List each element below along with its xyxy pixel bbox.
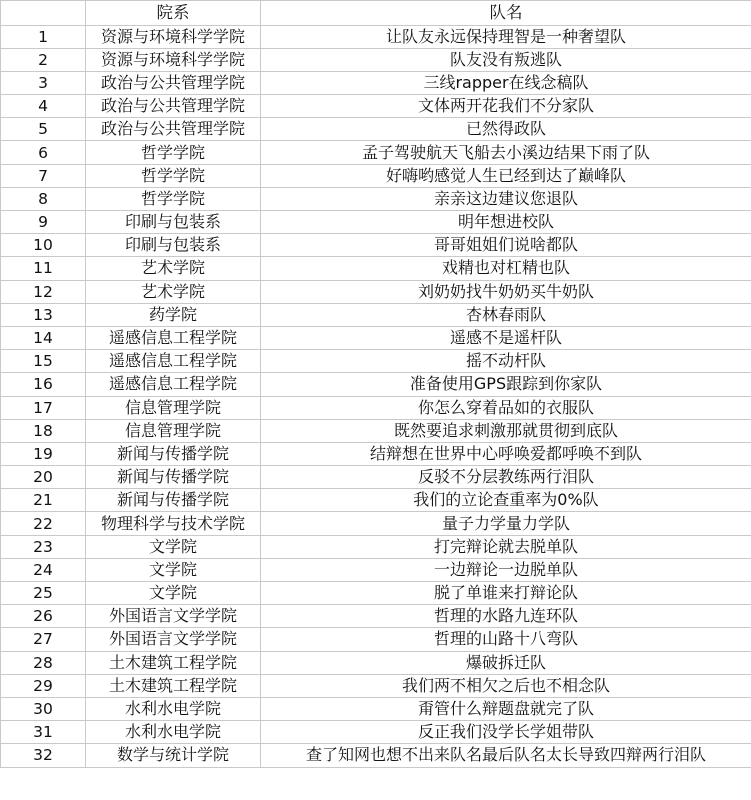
college-cell[interactable]: 哲学学院 [86, 187, 261, 210]
row-index-cell[interactable]: 25 [1, 582, 86, 605]
team-name-cell[interactable]: 结辩想在世界中心呼唤爱都呼唤不到队 [261, 442, 751, 465]
team-name-cell[interactable]: 哥哥姐姐们说啥都队 [261, 234, 751, 257]
team-name-cell[interactable]: 查了知网也想不出来队名最后队名太长导致四辩两行泪队 [261, 744, 751, 767]
table-row [1, 373, 751, 396]
team-name-cell[interactable]: 你怎么穿着品如的衣服队 [261, 396, 751, 419]
row-index-cell[interactable]: 29 [1, 674, 86, 697]
table-row [1, 535, 751, 558]
team-name-cell[interactable]: 反正我们没学长学姐带队 [261, 721, 751, 744]
row-index-cell[interactable]: 6 [1, 141, 86, 164]
college-cell[interactable]: 遥感信息工程学院 [86, 326, 261, 349]
row-index-cell[interactable]: 14 [1, 326, 86, 349]
college-cell[interactable]: 水利水电学院 [86, 697, 261, 720]
college-cell[interactable]: 遥感信息工程学院 [86, 373, 261, 396]
team-name-cell[interactable]: 亲亲这边建议您退队 [261, 187, 751, 210]
team-name-cell[interactable]: 准备使用GPS跟踪到你家队 [261, 373, 751, 396]
table-row [1, 489, 751, 512]
table-row [1, 721, 751, 744]
table-row [1, 419, 751, 442]
team-name-cell[interactable]: 哲理的山路十八弯队 [261, 628, 751, 651]
team-name-cell[interactable]: 既然要追求刺激那就贯彻到底队 [261, 419, 751, 442]
college-cell[interactable]: 政治与公共管理学院 [86, 71, 261, 94]
row-index-cell[interactable]: 16 [1, 373, 86, 396]
college-cell[interactable]: 艺术学院 [86, 257, 261, 280]
table-row [1, 326, 751, 349]
team-name-cell[interactable]: 刘奶奶找牛奶奶买牛奶队 [261, 280, 751, 303]
table-row [1, 95, 751, 118]
table-row [1, 744, 751, 767]
table-row [1, 605, 751, 628]
table-row [1, 303, 751, 326]
team-name-cell[interactable]: 让队友永远保持理智是一种奢望队 [261, 25, 751, 48]
college-cell[interactable]: 文学院 [86, 535, 261, 558]
row-index-cell[interactable]: 10 [1, 234, 86, 257]
table-row [1, 234, 751, 257]
table-row [1, 257, 751, 280]
team-name-cell[interactable]: 队友没有叛逃队 [261, 48, 751, 71]
header-index-cell[interactable] [1, 1, 86, 26]
table-row [1, 582, 751, 605]
row-index-cell[interactable]: 21 [1, 489, 86, 512]
college-cell[interactable]: 信息管理学院 [86, 396, 261, 419]
team-name-cell[interactable]: 哲理的水路九连环队 [261, 605, 751, 628]
table-row [1, 48, 751, 71]
header-team-cell[interactable]: 队名 [261, 1, 751, 26]
row-index-cell[interactable]: 2 [1, 48, 86, 71]
college-cell[interactable]: 新闻与传播学院 [86, 466, 261, 489]
row-index-cell[interactable]: 17 [1, 396, 86, 419]
table-row [1, 651, 751, 674]
table-row [1, 674, 751, 697]
team-name-cell[interactable]: 杏林春雨队 [261, 303, 751, 326]
row-index-cell[interactable]: 23 [1, 535, 86, 558]
college-cell[interactable]: 遥感信息工程学院 [86, 350, 261, 373]
college-cell[interactable]: 数学与统计学院 [86, 744, 261, 767]
row-index-cell[interactable]: 31 [1, 721, 86, 744]
college-cell[interactable]: 物理科学与技术学院 [86, 512, 261, 535]
table-row [1, 558, 751, 581]
header-college-cell[interactable]: 院系 [86, 1, 261, 26]
row-index-cell[interactable]: 22 [1, 512, 86, 535]
team-name-cell[interactable]: 明年想进校队 [261, 211, 751, 234]
row-index-cell[interactable]: 28 [1, 651, 86, 674]
college-cell[interactable]: 政治与公共管理学院 [86, 95, 261, 118]
table-row [1, 697, 751, 720]
row-index-cell[interactable]: 4 [1, 95, 86, 118]
table-row [1, 211, 751, 234]
row-index-cell[interactable]: 9 [1, 211, 86, 234]
header-row [1, 1, 751, 26]
team-name-cell[interactable]: 反驳不分层教练两行泪队 [261, 466, 751, 489]
table-row [1, 280, 751, 303]
table-row [1, 512, 751, 535]
team-name-cell[interactable]: 甭管什么辩题盘就完了队 [261, 697, 751, 720]
college-cell[interactable]: 药学院 [86, 303, 261, 326]
team-name-cell[interactable]: 已然得政队 [261, 118, 751, 141]
team-name-cell[interactable]: 我们的立论查重率为0%队 [261, 489, 751, 512]
row-index-cell[interactable]: 8 [1, 187, 86, 210]
table-row [1, 141, 751, 164]
team-name-cell[interactable]: 摇不动杆队 [261, 350, 751, 373]
table-row [1, 396, 751, 419]
college-cell[interactable]: 哲学学院 [86, 141, 261, 164]
row-index-cell[interactable]: 32 [1, 744, 86, 767]
college-cell[interactable]: 外国语言文学学院 [86, 628, 261, 651]
table-body [1, 1, 751, 768]
college-cell[interactable]: 信息管理学院 [86, 419, 261, 442]
row-index-cell[interactable]: 19 [1, 442, 86, 465]
college-cell[interactable]: 文学院 [86, 582, 261, 605]
college-cell[interactable]: 新闻与传播学院 [86, 442, 261, 465]
row-index-cell[interactable]: 30 [1, 697, 86, 720]
table-row [1, 25, 751, 48]
college-cell[interactable]: 资源与环境科学学院 [86, 48, 261, 71]
team-name-cell[interactable]: 好嗨哟感觉人生已经到达了巅峰队 [261, 164, 751, 187]
college-cell[interactable]: 政治与公共管理学院 [86, 118, 261, 141]
college-cell[interactable]: 文学院 [86, 558, 261, 581]
row-index-cell[interactable]: 7 [1, 164, 86, 187]
college-cell[interactable]: 外国语言文学学院 [86, 605, 261, 628]
row-index-cell[interactable]: 26 [1, 605, 86, 628]
team-name-cell[interactable]: 遥感不是遥杆队 [261, 326, 751, 349]
row-index-cell[interactable]: 15 [1, 350, 86, 373]
row-index-cell[interactable]: 27 [1, 628, 86, 651]
team-name-cell[interactable]: 三线rapper在线念稿队 [261, 71, 751, 94]
row-index-cell[interactable]: 5 [1, 118, 86, 141]
table-row [1, 118, 751, 141]
team-name-cell[interactable]: 脱了单谁来打辩论队 [261, 582, 751, 605]
table-row [1, 466, 751, 489]
team-name-cell[interactable]: 孟子驾驶航天飞船去小溪边结果下雨了队 [261, 141, 751, 164]
row-index-cell[interactable]: 11 [1, 257, 86, 280]
team-name-cell[interactable]: 量子力学量力学队 [261, 512, 751, 535]
college-cell[interactable]: 土木建筑工程学院 [86, 674, 261, 697]
row-index-cell[interactable]: 18 [1, 419, 86, 442]
table-row [1, 71, 751, 94]
table-row [1, 350, 751, 373]
row-index-cell[interactable]: 12 [1, 280, 86, 303]
row-index-cell[interactable]: 24 [1, 558, 86, 581]
team-name-cell[interactable]: 戏精也对杠精也队 [261, 257, 751, 280]
table-row [1, 628, 751, 651]
team-name-cell[interactable]: 文体两开花我们不分家队 [261, 95, 751, 118]
college-cell[interactable]: 水利水电学院 [86, 721, 261, 744]
row-index-cell[interactable]: 13 [1, 303, 86, 326]
college-cell[interactable]: 新闻与传播学院 [86, 489, 261, 512]
row-index-cell[interactable]: 20 [1, 466, 86, 489]
team-name-cell[interactable]: 爆破拆迁队 [261, 651, 751, 674]
table-row [1, 164, 751, 187]
team-name-cell[interactable]: 一边辩论一边脱单队 [261, 558, 751, 581]
table-row [1, 442, 751, 465]
college-cell[interactable]: 艺术学院 [86, 280, 261, 303]
row-index-cell[interactable]: 1 [1, 25, 86, 48]
team-name-cell[interactable]: 打完辩论就去脱单队 [261, 535, 751, 558]
row-index-cell[interactable]: 3 [1, 71, 86, 94]
team-name-cell[interactable]: 我们两不相欠之后也不相念队 [261, 674, 751, 697]
college-cell[interactable]: 资源与环境科学学院 [86, 25, 261, 48]
college-cell[interactable]: 土木建筑工程学院 [86, 651, 261, 674]
college-cell[interactable]: 哲学学院 [86, 164, 261, 187]
college-cell[interactable]: 印刷与包装系 [86, 234, 261, 257]
table-row [1, 187, 751, 210]
college-cell[interactable]: 印刷与包装系 [86, 211, 261, 234]
